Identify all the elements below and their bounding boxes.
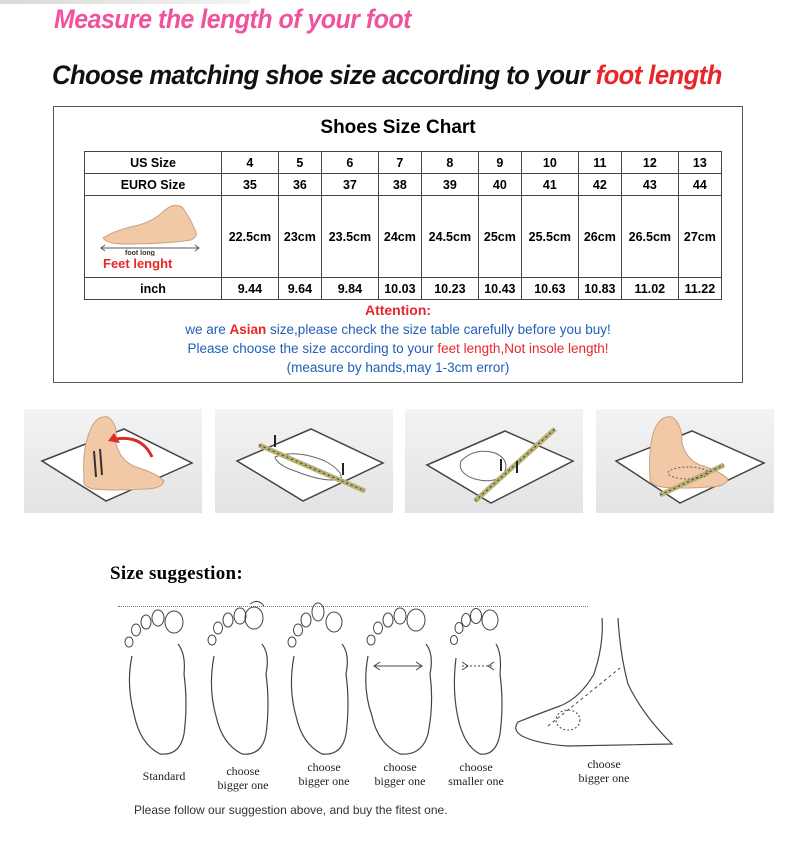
us-cell: 9 xyxy=(478,152,521,174)
label-2-line-1: choose xyxy=(226,764,260,778)
inch-cell: 10.43 xyxy=(478,278,521,300)
label-standard: Standard xyxy=(142,769,186,783)
suggestion-note: Please follow our suggestion above, and buy the fitest one. xyxy=(134,803,448,817)
feet-cell: 25cm xyxy=(478,196,521,278)
attention-title: Attention: xyxy=(364,302,432,318)
euro-cell: 42 xyxy=(578,174,621,196)
inch-cell: 10.63 xyxy=(521,278,578,300)
foot-long-toe-icon xyxy=(284,600,364,762)
euro-cell: 35 xyxy=(222,174,279,196)
size-chart-table xyxy=(84,151,722,300)
inch-cell: 11.02 xyxy=(621,278,678,300)
label-choose-smaller-5 xyxy=(438,760,514,788)
attention-line-1a: we are xyxy=(185,322,230,337)
attention-feet-length: feet length,Not insole length! xyxy=(437,341,609,356)
us-cell: 10 xyxy=(521,152,578,174)
us-cell: 7 xyxy=(378,152,421,174)
label-3-line-2: bigger one xyxy=(298,774,350,788)
feet-length-row xyxy=(85,196,722,278)
euro-cell: 41 xyxy=(521,174,578,196)
row-label-us: US Size xyxy=(85,152,222,174)
subtitle-highlight: foot length xyxy=(595,60,722,90)
inch-cell: 10.83 xyxy=(578,278,621,300)
label-3-line-1: choose xyxy=(307,760,341,774)
feet-cell: 24.5cm xyxy=(421,196,478,278)
row-label-feet: Feet lenght xyxy=(103,256,173,271)
attention-line-1c: size,please check the size table carefully before you buy! xyxy=(266,322,611,337)
foot-caption: foot long xyxy=(125,250,155,256)
euro-size-row xyxy=(85,174,722,196)
attention-notice xyxy=(54,301,742,377)
inch-cell: 10.03 xyxy=(378,278,421,300)
row-label-euro: EURO Size xyxy=(85,174,222,196)
us-cell: 11 xyxy=(578,152,621,174)
label-6-line-1: choose xyxy=(587,757,621,771)
label-2-line-2: bigger one xyxy=(217,778,269,792)
foot-wide-icon xyxy=(362,600,442,762)
size-chart-title: Shoes Size Chart xyxy=(320,117,476,138)
feet-cell: 23.5cm xyxy=(321,196,378,278)
attention-line-2a: Please choose the size according to your xyxy=(187,341,438,356)
inch-cell: 9.84 xyxy=(321,278,378,300)
measure-step-1-image xyxy=(24,409,202,513)
feet-length-header xyxy=(85,196,222,278)
label-choose-bigger-3 xyxy=(288,760,360,788)
us-size-row xyxy=(85,152,722,174)
page-subtitle xyxy=(52,60,722,91)
euro-cell: 39 xyxy=(421,174,478,196)
label-4-line-1: choose xyxy=(383,760,417,774)
us-cell: 13 xyxy=(678,152,721,174)
label-5-line-1: choose xyxy=(459,760,493,774)
size-chart-box xyxy=(53,106,743,383)
attention-line-2 xyxy=(54,339,742,358)
feet-cell: 23cm xyxy=(278,196,321,278)
foot-standard-icon xyxy=(118,604,202,762)
foot-wide-bunion-icon xyxy=(202,598,284,762)
foot-measure-icon xyxy=(95,200,213,256)
euro-cell: 43 xyxy=(621,174,678,196)
euro-cell: 38 xyxy=(378,174,421,196)
feet-cell: 26cm xyxy=(578,196,621,278)
row-label-inch: inch xyxy=(85,278,222,300)
inch-cell: 9.44 xyxy=(222,278,279,300)
feet-cell: 24cm xyxy=(378,196,421,278)
label-choose-bigger-4 xyxy=(364,760,436,788)
inch-cell: 11.22 xyxy=(678,278,721,300)
feet-cell: 27cm xyxy=(678,196,721,278)
measure-step-4-image xyxy=(596,409,774,513)
euro-cell: 36 xyxy=(278,174,321,196)
label-5-line-2: smaller one xyxy=(448,774,504,788)
attention-line-1 xyxy=(54,320,742,339)
attention-line-3: (measure by hands,may 1-3cm error) xyxy=(286,360,510,375)
feet-cell: 25.5cm xyxy=(521,196,578,278)
size-suggestion-title: Size suggestion: xyxy=(110,563,244,584)
feet-cell: 26.5cm xyxy=(621,196,678,278)
euro-cell: 37 xyxy=(321,174,378,196)
label-choose-bigger-6 xyxy=(566,757,642,785)
subtitle-prefix: Choose matching shoe size according to your xyxy=(52,60,596,90)
us-cell: 6 xyxy=(321,152,378,174)
attention-asian: Asian xyxy=(229,322,267,337)
euro-cell: 44 xyxy=(678,174,721,196)
us-cell: 12 xyxy=(621,152,678,174)
inch-cell: 9.64 xyxy=(278,278,321,300)
measure-step-2-image xyxy=(215,409,393,513)
label-4-line-2: bigger one xyxy=(374,774,426,788)
label-choose-bigger-2 xyxy=(208,764,278,792)
us-cell: 5 xyxy=(278,152,321,174)
foot-narrow-icon xyxy=(442,600,518,762)
inch-cell: 10.23 xyxy=(421,278,478,300)
foot-high-instep-icon xyxy=(508,614,678,760)
euro-cell: 40 xyxy=(478,174,521,196)
label-6-line-2: bigger one xyxy=(578,771,630,785)
us-cell: 8 xyxy=(421,152,478,174)
feet-cell: 22.5cm xyxy=(222,196,279,278)
inch-row xyxy=(85,278,722,300)
us-cell: 4 xyxy=(222,152,279,174)
page-title: Measure the length of your foot xyxy=(54,4,411,34)
measure-step-3-image xyxy=(405,409,583,513)
